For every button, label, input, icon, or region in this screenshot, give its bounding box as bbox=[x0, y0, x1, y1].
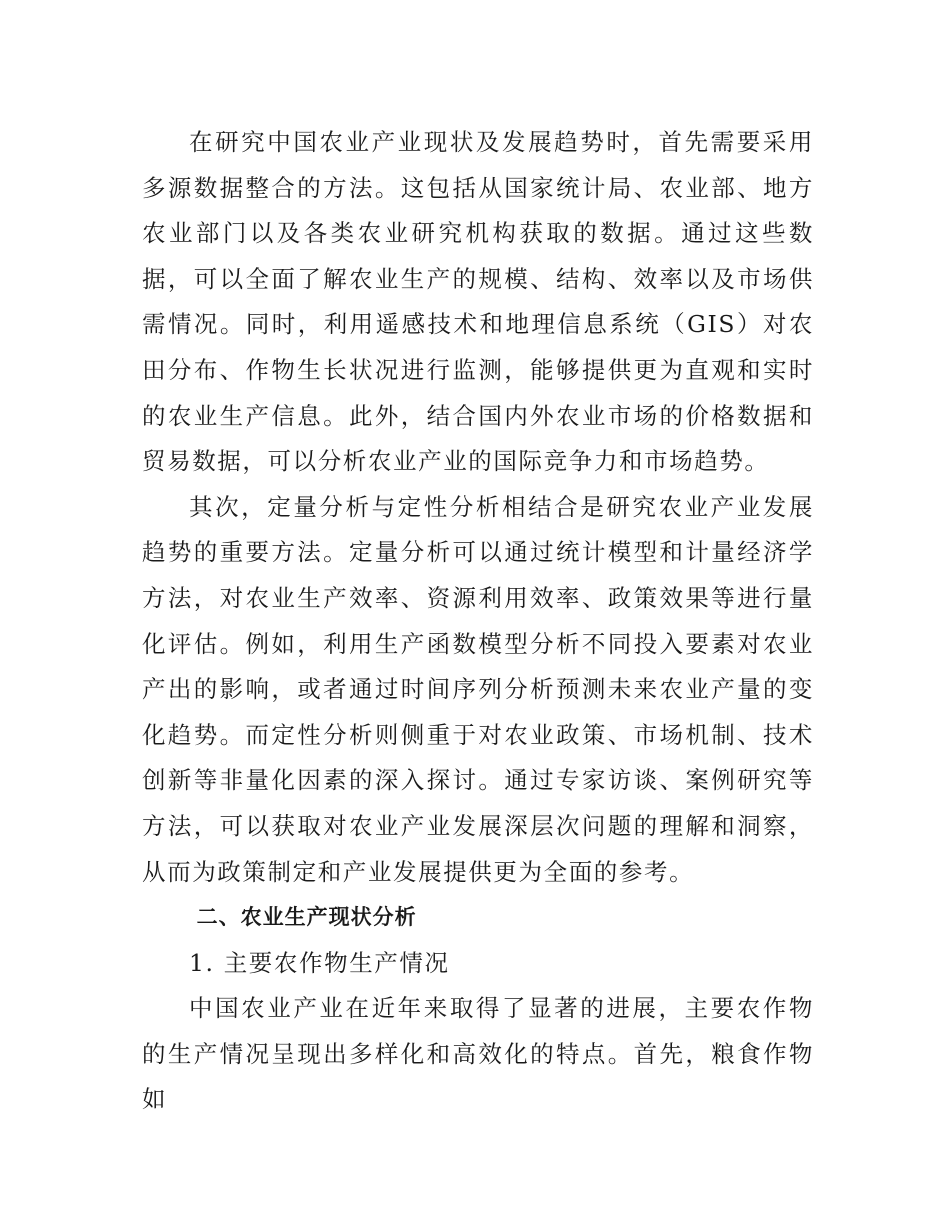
paragraph-data-integration: 在研究中国农业产业现状及发展趋势时，首先需要采用多源数据整合的方法。这包括从国家统计局、农业部、地方农业部门以及各类农业研究机构获取的数据。通过这些数据，可以全面了解农业生产的规模、结构、效率以及市场供需情况。同时，利用遥感技术和地理信息系统（GIS）对农田分布、作物生长状况进行监测，能够提供更为直观和实时的农业生产信息。此外，结合国内外农业市场的价格数据和贸易数据，可以分析农业产业的国际竞争力和市场趋势。 bbox=[142, 128, 814, 476]
paragraph-crop-production: 中国农业产业在近年来取得了显著的进展，主要农作物的生产情况呈现出多样化和高效化的特点。首先，粮食作物如 bbox=[142, 994, 814, 1114]
document-body bbox=[142, 120, 814, 1123]
section-heading: 二、农业生产现状分析 bbox=[196, 905, 417, 930]
subsection-heading: 1. 主要农作物生产情况 bbox=[189, 948, 450, 977]
paragraph-analysis-methods: 其次，定量分析与定性分析相结合是研究农业产业发展趋势的重要方法。定量分析可以通过统计模型和计量经济学方法，对农业生产效率、资源利用效率、政策效果等进行量化评估。例如，利用生产函数模型分析不同投入要素对农业产出的影响，或者通过时间序列分析预测未来农业产量的变化趋势。而定性分析则侧重于对农业政策、市场机制、技术创新等非量化因素的深入探讨。通过专家访谈、案例研究等方法，可以获取对农业产业发展深层次问题的理解和洞察，从而为政策制定和产业发展提供更为全面的参考。 bbox=[142, 492, 814, 886]
